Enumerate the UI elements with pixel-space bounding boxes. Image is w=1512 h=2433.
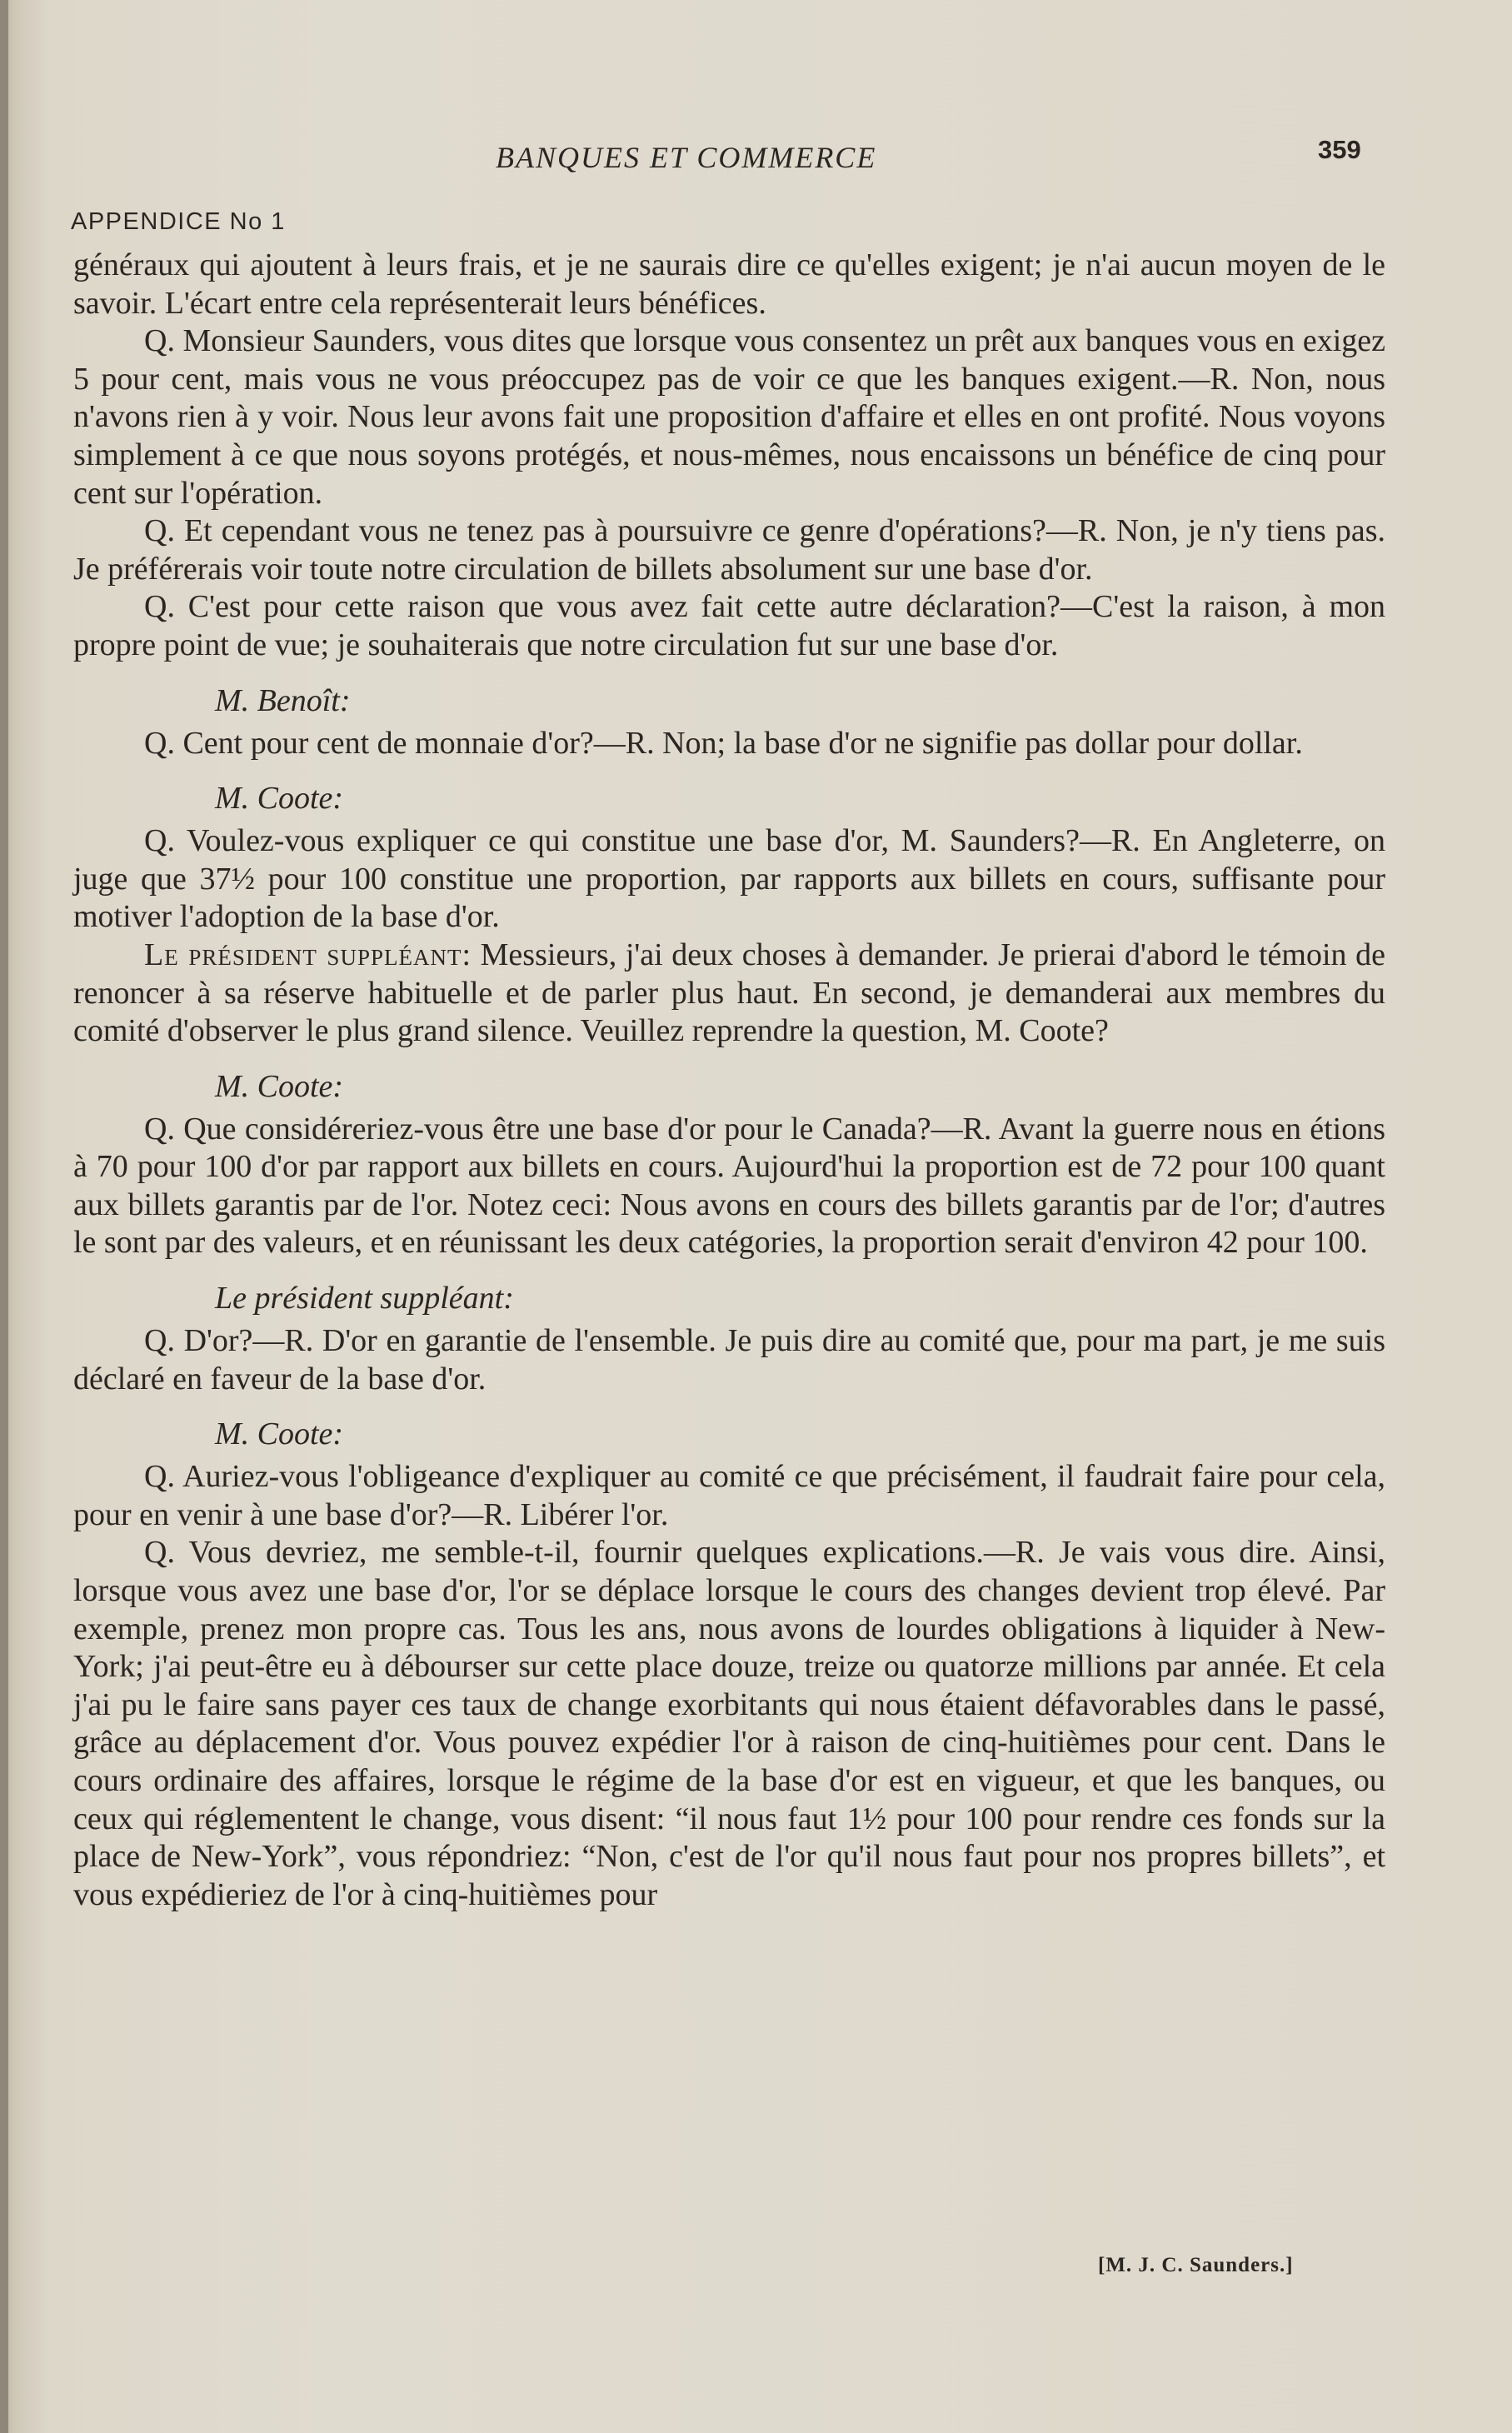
binding-edge: [0, 0, 8, 2433]
section-label: APPENDICE No 1: [71, 208, 286, 235]
witness-reference: [M. J. C. Saunders.]: [1098, 2254, 1294, 2276]
paragraph: Q. Cent pour cent de monnaie d'or?—R. Non; la base d'or ne signifie pas dollar pour dollar.: [144, 725, 1303, 761]
paragraph: Q. Voulez-vous expliquer ce qui constitue une base d'or, M. Saunders?—R. En Angleterre, on juge que 37½ pour 100 constitue une proportion, par rapports aux billets en cours, suffisante pour motiver l'adoption de la base d'or.: [73, 823, 1385, 935]
speaker-label: M. Benoît:: [215, 682, 351, 718]
paragraph-text: Messieurs, j'ai deux choses à demander. Je prierai d'abord le témoin de renoncer à sa réserve habituelle et de parler plus haut. En second, je demanderai aux membres du comité d'observer le plus grand silence. Veuillez reprendre la question, M. Coote?: [73, 937, 1386, 1049]
paragraph: Q. Monsieur Saunders, vous dites que lorsque vous consentez un prêt aux banques vous en exigez 5 pour cent, mais vous ne vous préoccupez pas de voir ce que les banques exigent.—R. Non, nous n'avons rien à y voir. Nous leur avons fait une proposition d'affaire et elles en ont profité. Nous voyons simplement à ce que nous soyons protégés, et nous-mêmes, nous encaissons un bénéfice de cinq pour cent sur l'opération.: [73, 323, 1385, 511]
running-title: BANQUES ET COMMERCE: [496, 141, 877, 174]
paragraph: [73, 937, 1385, 1051]
document-body: [73, 247, 1385, 1914]
page-number: 359: [1318, 135, 1361, 164]
paragraph: Q. C'est pour cette raison que vous avez fait cette autre déclaration?—C'est la raison, à mon propre point de vue; je souhaiterais que notre circulation fut sur une base d'or.: [73, 589, 1385, 662]
speaker-label: Le président suppléant:: [215, 1281, 514, 1316]
paragraph: généraux qui ajoutent à leurs frais, et je ne saurais dire ce qu'elles exigent; je n'ai aucun moyen de le savoir. L'écart entre cela représenterait leurs bénéfices.: [73, 247, 1385, 321]
paragraph: Q. Et cependant vous ne tenez pas à poursuivre ce genre d'opérations?—R. Non, je n'y tiens pas. Je préférerais voir toute notre circulation de billets absolument sur une base d'or.: [73, 513, 1385, 587]
paragraph: Q. Que considéreriez-vous être une base d'or pour le Canada?—R. Avant la guerre nous en étions à 70 pour 100 d'or par rapport aux billets en cours. Aujourd'hui la proportion est de 72 pour 100 quant aux billets garantis par de l'or. Notez ceci: Nous avons en cours des billets garantis par de l'or; d'autres le sont par des valeurs, et en réunissant les deux catégories, la proportion serait d'environ 42 pour 100.: [73, 1111, 1385, 1261]
paragraph: Q. Vous devriez, me semble-t-il, fournir quelques explications.—R. Je vais vous dire. Ainsi, lorsque vous avez une base d'or, l'or se déplace lorsque le cours des changes devient trop élevé. Par exemple, prenez mon propre cas. Tous les ans, nous avons de lourdes obligations à liquider à New-York; j'ai peut-être eu à débourser sur cette place douze, treize ou quatorze millions par année. Et cela j'ai pu le faire sans payer ces taux de change exorbitants qui nous étaient défavorables dans le passé, grâce au déplacement d'or. Vous pouvez expédier l'or à raison de cinq-huitièmes pour cent. Dans le cours ordinaire des affaires, lorsque le régime de la base d'or est en vigueur, et que les banques, ou ceux qui réglementent le change, vous disent: “il nous faut 1½ pour 100 pour rendre ces fonds sur la place de New-York”, vous répondriez: “Non, c'est de l'or qu'il nous faut pour nos propres billets”, et vous expédieriez de l'or à cinq-huitièmes pour: [73, 1535, 1385, 1912]
speaker-label: M. Coote:: [215, 1068, 344, 1104]
speaker-inline-label: Le président suppléant:: [144, 937, 472, 972]
speaker-label: M. Coote:: [215, 1416, 344, 1452]
paragraph: Q. D'or?—R. D'or en garantie de l'ensemble. Je puis dire au comité que, pour ma part, je me suis déclaré en faveur de la base d'or.: [73, 1323, 1385, 1396]
paragraph: Q. Auriez-vous l'obligeance d'expliquer au comité ce que précisément, il faudrait faire pour cela, pour en venir à une base d'or?—R. Libérer l'or.: [73, 1459, 1385, 1532]
speaker-label: M. Coote:: [215, 781, 344, 817]
